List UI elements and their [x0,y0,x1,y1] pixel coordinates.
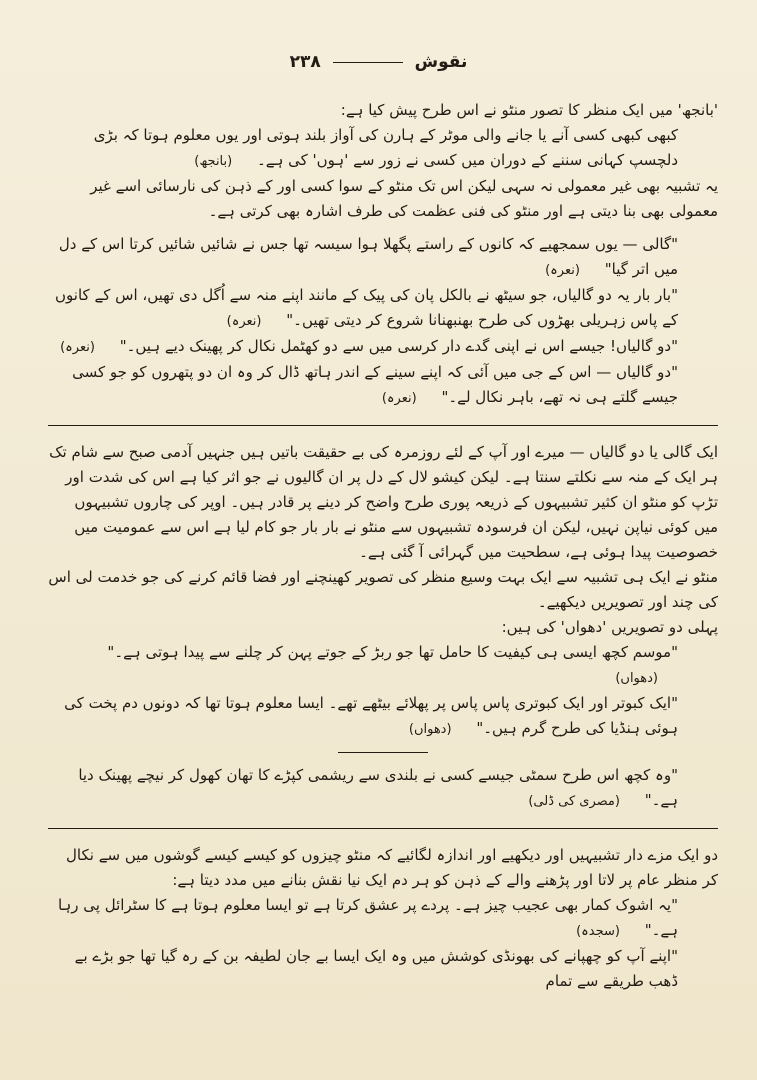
page-header [0,52,757,72]
section-divider [48,425,718,426]
page-body [48,98,718,994]
quote-2-text: "بار بار یہ دو گالیاں، جو سیٹھ نے بالکل پان کی پیک کے مانند اپنے منہ سے اُگل دی تھیں، اس کے کانوں کے پاس زہریلی بھڑوں کی طرح بھنبھنانا شروع کر دیتی تھیں۔" [55,286,678,329]
quote-4-text: "دو گالیاں — اس کے جی میں آئی کہ اپنے سینے کے اندر ہاتھ ڈال کر وہ ان دو پتھروں کو جو کسی جیسے گلتے ہی نہ تھے، باہر نکال لے۔" [72,363,678,406]
quote-2-source: (نعرہ) [226,314,262,329]
quote-7 [48,763,718,814]
quote-1-source: (نعرہ) [545,263,580,278]
quote-9-text: "اپنے آپ کو چھپانے کی بھونڈی کوشش میں وہ ایک ایسا بے جان لطیفہ بن کے رہ گیا تھا جو بڑے بے ڈھب طریقے سے تمام [74,947,678,990]
section2-para2: منٹو نے ایک ہی تشبیہ سے ایک بہت وسیع منظر کی تصویر کھینچنے اور فضا قائم کرنے کی جو خدمت لی اس کی چند اور تصویریں دیکھیے۔ [48,568,718,611]
quote-4 [48,360,718,411]
section3-para1: دو ایک مزے دار تشبیہیں اور دیکھیے اور اندازہ لگائیے کہ منٹو چیزوں کو کیسے کیسے گوشوں میں سے نکال کر منظر عام پر لاتا اور پڑھنے والے کے ذہن کو ہر دم ایک نیا نقش بنانے میں مدد دیتا ہے: [66,846,718,889]
section2-para3: پہلی دو تصویریں 'دھواں' کی ہیں: [501,618,718,636]
section1-quote-source: (بانجھ) [194,154,233,169]
section1-body: یہ تشبیہ بھی غیر معمولی نہ سہی لیکن اس تک منٹو کے سوا کسی اور کے ذہن کی نارسائی اسے غیر معمولی بھی بنا دیتی ہے اور منٹو کی فنی عظمت کی طرف اشارہ بھی کرتی ہے۔ [90,177,718,220]
quote-7-text: "وہ کچھ اس طرح سمٹی جیسے کسی نے بلندی سے ریشمی کپڑے کا تھان کھول کر نیچے پھینک دیا ہے۔" [78,766,678,809]
quote-2 [48,283,718,334]
quote-3-text: "دو گالیاں! جیسے اس نے اپنی گدے دار کرسی میں سے دو کھٹمل نکال کر پھینک دیے ہیں۔" [119,337,678,355]
quote-5-source: (دھواں) [615,671,658,686]
quote-1 [48,232,718,283]
quote-4-source: (نعرہ) [381,391,417,406]
quote-1-text: "گالی — یوں سمجھیے کہ کانوں کے راستے پگھلا ہوا سیسہ تھا جس نے شائیں شائیں کرتا اس کے دل میں اتر گیا" [58,235,678,278]
short-divider [338,752,428,753]
quote-9 [48,944,718,994]
quote-8 [48,893,718,944]
quote-7-source: (مصری کی ڈلی) [528,794,620,809]
section1-intro: 'بانجھ' میں ایک منظر کا تصور منٹو نے اس طرح پیش کیا ہے: [340,101,718,119]
quote-5 [48,640,718,691]
page-number: ۲۳۸ [289,52,321,72]
section1-quote [48,123,718,174]
quote-3-source: (نعرہ) [60,340,95,355]
quote-5-text: "موسم کچھ ایسی ہی کیفیت کا حامل تھا جو ربڑ کے جوتے پہن کر چلنے سے پیدا ہوتی ہے۔" [107,643,678,661]
journal-title: نقوش [414,52,468,72]
spacer [48,224,718,232]
header-dash [333,62,403,63]
section1-quote-text: کبھی کبھی کسی آنے یا جانے والی موٹر کے ہارن کی آواز بلند ہوتی اور یوں معلوم ہوتا کہ بڑی دلچسپ کہانی سننے کے دوران میں کسی نے زور سے 'ہوں' کی ہے۔ [93,126,678,169]
quote-8-text: "یہ اشوک کمار بھی عجیب چیز ہے۔ پردے پر عشق کرتا ہے تو ایسا معلوم ہوتا ہے کا سٹرائل پی رہا ہے۔" [57,896,678,939]
quote-8-source: (سجدہ) [576,924,620,939]
quote-6-source: (دھواں) [408,722,452,737]
quote-6 [48,691,718,742]
section-divider-2 [48,828,718,829]
quote-6-text: "ایک کبوتر اور ایک کبوتری پاس پاس پر پھلائے بیٹھے تھے۔ ایسا معلوم ہوتا تھا کہ دونوں دم پخت کی ہوئی ہنڈیا کی طرح گرم ہیں۔" [64,694,678,737]
quote-3 [48,334,718,360]
section2-para1: ایک گالی یا دو گالیاں — میرے اور آپ کے لئے روزمرہ کی بے حقیقت باتیں ہیں جنہیں آدمی صبح سے شام تک ہر ایک کے منہ سے نکلتے سنتا ہے۔ لیکن کیشو لال کے دل پر ان گالیوں نے جو اثر کیا ہے اس کی شدت اور تڑپ کو منٹو ان کثیر تشبیہوں کے ذریعہ پوری طرح واضح کر دینے پر قادر ہیں۔ اوپر کی چاروں تشبیہوں میں کوئی نیاپن نہیں، لیکن ان فرسودہ تشبیہوں سے منٹو نے بار بار جو کام لیا ہے اس سے عمومیت میں خصوصیت پیدا ہوئی ہے، سطحیت میں گہرائی آ گئی ہے۔ [49,443,718,561]
